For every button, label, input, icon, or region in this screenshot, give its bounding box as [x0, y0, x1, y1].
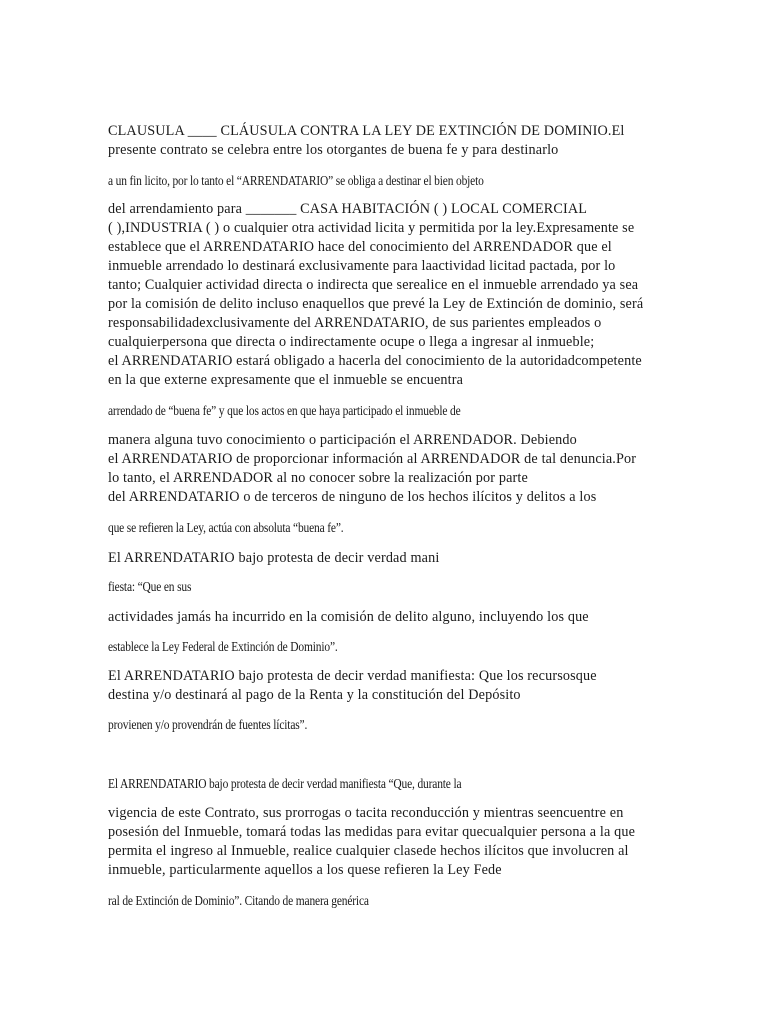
text-line: manera alguna tuvo conocimiento o participación el ARRENDADOR. Debiendo	[108, 432, 577, 448]
text-line: del arrendamiento para _______ CASA HABITACIÓN ( ) LOCAL COMERCIAL	[108, 201, 588, 217]
text-line: el ARRENDATARIO estará obligado a hacerla del conocimiento de la autoridadcompetente	[108, 353, 642, 369]
text-line: El ARRENDATARIO bajo protesta de decir verdad manifiesta “Que, durante la	[108, 777, 462, 792]
text-line: actividades jamás ha incurrido en la comisión de delito alguno, incluyendo los que	[108, 609, 589, 625]
text-line: vigencia de este Contrato, sus prorrogas o tacita reconducción y mientras seencuentre en	[108, 805, 624, 821]
text-line: el ARRENDATARIO de proporcionar información al ARRENDADOR de tal denuncia.Por	[108, 451, 637, 467]
text-line: inmueble, particularmente aquellos a los quese refieren la Ley Fede	[108, 862, 502, 878]
text-line: permita el ingreso al Inmueble, realice cualquier clasede hechos ilícitos que involucren al	[108, 843, 629, 859]
text-line: fiesta: “Que en sus	[108, 580, 192, 595]
text-line: ( ),INDUSTRIA ( ) o cualquier otra actividad licita y permitida por la ley.Expresamente se	[108, 220, 635, 236]
text-line: establece la Ley Federal de Extinción de Dominio”.	[108, 640, 338, 655]
text-line: tanto; Cualquier actividad directa o indirecta que serealice en el inmueble arrendado ya sea	[108, 277, 639, 293]
text-line: presente contrato se celebra entre los otorgantes de buena fe y para destinarlo	[108, 142, 559, 158]
text-line: del ARRENDATARIO o de terceros de ninguno de los hechos ilícitos y delitos a los	[108, 489, 597, 505]
text-line: provienen y/o provendrán de fuentes lícitas”.	[108, 718, 308, 733]
text-line: por la comisión de delito incluso enaquellos que prevé la Ley de Extinción de dominio, será	[108, 296, 644, 312]
text-line: lo tanto, el ARRENDADOR al no conocer sobre la realización por parte	[108, 470, 528, 486]
text-line: cualquierpersona que directa o indirectamente ocupe o llega a ingresar al inmueble;	[108, 334, 595, 350]
text-line: El ARRENDATARIO bajo protesta de decir verdad mani	[108, 550, 440, 566]
text-line: El ARRENDATARIO bajo protesta de decir verdad manifiesta: Que los recursosque	[108, 668, 597, 684]
text-line: establece que el ARRENDATARIO hace del conocimiento del ARRENDADOR que el	[108, 239, 612, 255]
text-line: inmueble arrendado lo destinará exclusivamente para laactividad licitad pactada, por lo	[108, 258, 616, 274]
text-line: responsabilidadexclusivamente del ARRENDATARIO, de sus parientes empleados o	[108, 315, 602, 331]
text-line: a un fin licito, por lo tanto el “ARRENDATARIO” se obliga a destinar el bien objeto	[108, 174, 484, 189]
text-line: destina y/o destinará al pago de la Renta y la constitución del Depósito	[108, 687, 521, 703]
text-line: CLAUSULA ____ CLÁUSULA CONTRA LA LEY DE EXTINCIÓN DE DOMINIO.El	[108, 123, 625, 139]
text-line: que se refieren la Ley, actúa con absoluta “buena fe”.	[108, 521, 344, 536]
text-line: ral de Extinción de Dominio”. Citando de manera genérica	[108, 894, 369, 909]
text-line: en la que externe expresamente que el inmueble se encuentra	[108, 372, 464, 388]
text-line: posesión del Inmueble, tomará todas las medidas para evitar quecualquier persona a la que	[108, 824, 636, 840]
text-line: arrendado de “buena fe” y que los actos en que haya participado el inmueble de	[108, 404, 461, 419]
